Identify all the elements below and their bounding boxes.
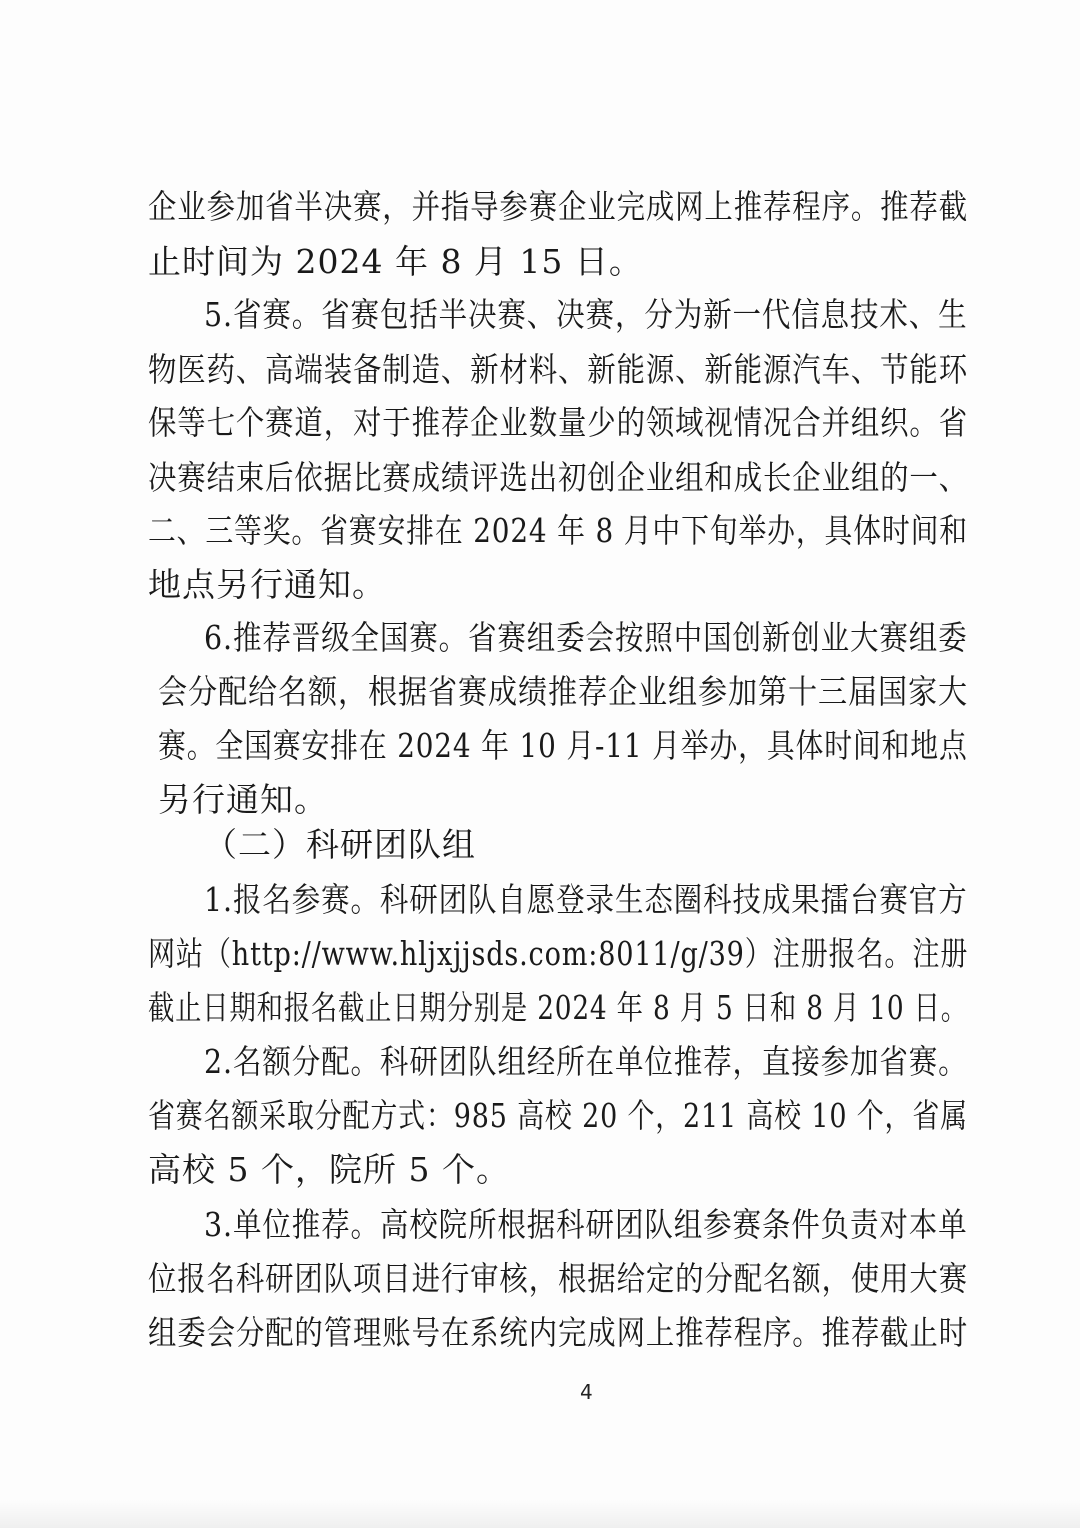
text-line: 省赛名额采取分配方式：985 高校 20 个，211 高校 10 个，省属 [148,1096,968,1135]
text-line: 企业参加省半决赛，并指导参赛企业完成网上推荐程序。推荐截 [148,187,968,226]
section-heading: （二）科研团队组 [204,825,476,864]
page-number: 4 [580,1380,593,1404]
paragraph-1-heading-line: 1.报名参赛。科研团队自愿登录生态圈科技成果擂台赛官方 [204,880,968,919]
text-line: 止时间为 2024 年 8 月 15 日。 [148,242,643,281]
text-line: 二、三等奖。省赛安排在 2024 年 8 月中下旬举办，具体时间和 [148,511,968,550]
text-line: 赛。全国赛安排在 2024 年 10 月-11 月举办，具体时间和地点 [158,726,968,765]
paragraph-3-heading-line: 3.单位推荐。高校院所根据科研团队组参赛条件负责对本单 [204,1205,968,1244]
text-line: 会分配给名额，根据省赛成绩推荐企业组参加第十三届国家大 [158,672,968,711]
text-line: 决赛结束后依据比赛成绩评选出初创企业组和成长企业组的一、 [148,458,968,497]
text-line: 组委会分配的管理账号在系统内完成网上推荐程序。推荐截止时 [148,1313,968,1352]
page-bottom-shadow [0,1500,1080,1528]
paragraph-2-heading-line: 2.名额分配。科研团队组经所在单位推荐，直接参加省赛。 [204,1042,968,1081]
paragraph-5-heading-line: 5.省赛。省赛包括半决赛、决赛，分为新一代信息技术、生 [204,295,968,334]
text-line: 物医药、高端装备制造、新材料、新能源、新能源汽车、节能环 [148,350,968,389]
text-line: 截止日期和报名截止日期分别是 2024 年 8 月 5 日和 8 月 10 日。 [148,988,968,1027]
text-line: 高校 5 个，院所 5 个。 [148,1150,510,1189]
text-line: 另行通知。 [158,780,328,819]
text-line-url: 网站（http://www.hljxjjsds.com:8011/g/39）注册报名。注册 [148,934,969,973]
text-line: 位报名科研团队项目进行审核，根据给定的分配名额，使用大赛 [148,1259,968,1298]
paragraph-6-heading-line: 6.推荐晋级全国赛。省赛组委会按照中国创新创业大赛组委 [204,618,968,657]
text-line: 保等七个赛道，对于推荐企业数量少的领域视情况合并组织。省 [148,403,968,442]
text-line: 地点另行通知。 [148,565,386,604]
